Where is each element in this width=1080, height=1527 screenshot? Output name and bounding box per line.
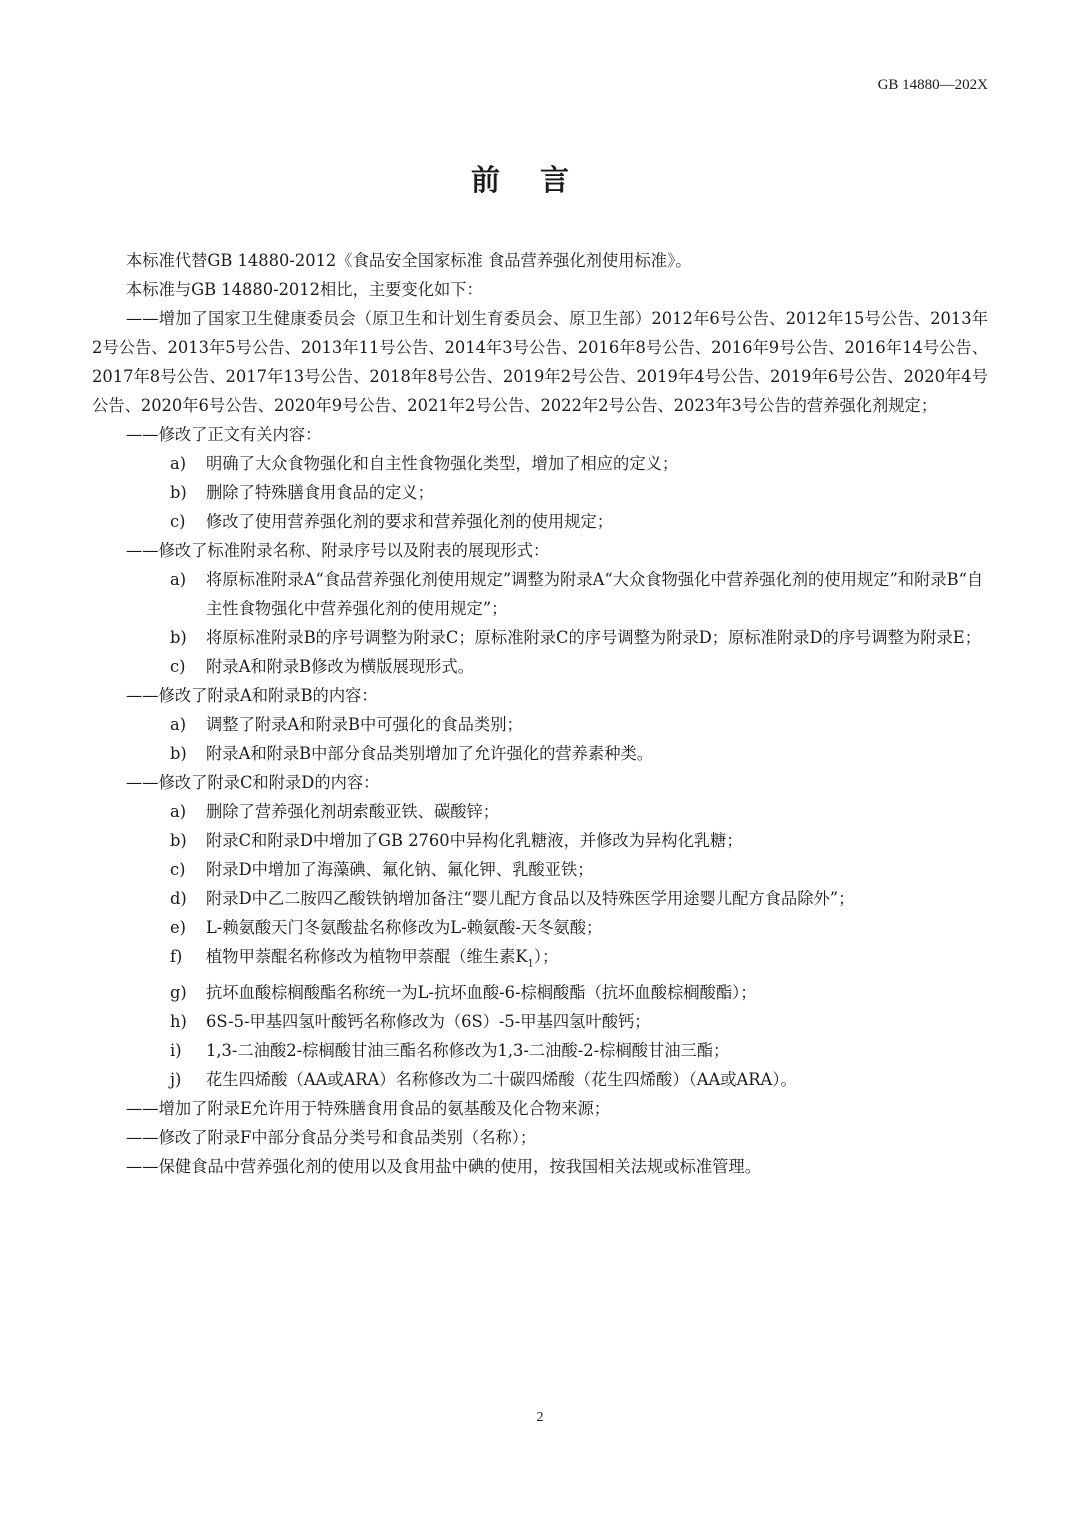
list-item-text: 修改了使用营养强化剂的要求和营养强化剂的使用规定；: [206, 512, 614, 531]
foreword-body: [92, 246, 988, 1181]
list-item: [92, 855, 988, 884]
change-entry: ——修改了附录F中部分食品分类号和食品类别（名称）；: [126, 1128, 537, 1148]
list-item-text: 1,3-二油酸2-棕榈酸甘油三酯名称修改为1,3-二油酸-2-棕榈酸甘油三酯；: [206, 1041, 730, 1061]
list-item: [92, 1007, 988, 1036]
list-item-label: h): [170, 1012, 187, 1032]
change-entry: ——增加了国家卫生健康委员会（原卫生和计划生育委员会、原卫生部）2012年6号公告、2012年15号公告、2013年2号公告、2013年5号公告、2013年11号公告、2014年3号公告、2016年8号公告、2016年9号公告、2016年14号公告、2017年8号公告、2017年13号公告、2018年8号公告、2019年2号公告、2019年4号公告、2019年6号公告、2020年4号公告、2020年6号公告、2020年9号公告、2021年2号公告、2022年2号公告、2023年3号公告的营养强化剂规定；: [92, 309, 988, 415]
list-item: [92, 1065, 988, 1094]
list-item-text: 附录D中乙二胺四乙酸铁钠增加备注“婴儿配方食品以及特殊医学用途婴儿配方食品除外”；: [206, 889, 855, 908]
list-item-text: 删除了特殊膳食用食品的定义；: [206, 483, 434, 502]
list-item-text: 附录A和附录B中部分食品类别增加了允许强化的营养素种类。: [206, 744, 654, 763]
list-item-label: f): [170, 947, 183, 966]
list-item-label: b): [170, 831, 187, 850]
list-item-label: b): [170, 628, 187, 647]
list-item: [92, 1036, 988, 1065]
page-number: 2: [536, 1410, 544, 1425]
list-item-text-part: ）；: [533, 947, 559, 966]
list-item: [92, 565, 988, 623]
list-item-label: d): [170, 889, 187, 908]
list-item-text: 附录A和附录B修改为横版展现形式。: [206, 657, 474, 676]
list-item: [92, 739, 988, 768]
list-item: [92, 942, 988, 978]
list-item-label: a): [170, 570, 187, 589]
list-item-label: e): [170, 918, 186, 937]
change-heading: ——修改了附录C和附录D的内容：: [126, 773, 380, 792]
list-item: [92, 449, 988, 478]
list-item-label: a): [170, 454, 187, 473]
list-item: [92, 710, 988, 739]
change-entry: ——保健食品中营养强化剂的使用以及食用盐中碘的使用，按我国相关法规或标准管理。: [126, 1157, 761, 1177]
list-item-text: 花生四烯酸（AA或ARA）名称修改为二十碳四烯酸（花生四烯酸）（AA或ARA）。: [206, 1070, 797, 1090]
list-item-text: [206, 947, 559, 970]
list-item-text: 明确了大众食物强化和自主性食物强化类型，增加了相应的定义；: [206, 454, 679, 473]
list-item-label: j): [170, 1070, 182, 1090]
list-item-text-part: 植物甲萘醌名称修改为植物甲萘醌（维生素K: [206, 947, 528, 966]
list-item: [92, 652, 988, 681]
subscript: 1: [527, 958, 534, 970]
list-item-label: a): [170, 802, 187, 821]
list-item-text: 附录C和附录D中增加了GB 2760中异构化乳糖液，并修改为异构化乳糖；: [206, 831, 743, 850]
change-heading: ——修改了标准附录名称、附录序号以及附表的展现形式：: [126, 541, 550, 560]
list-item-text: 附录D中增加了海藻碘、氟化钠、氟化钾、乳酸亚铁；: [206, 860, 594, 879]
page-title: 前言: [470, 163, 609, 197]
list-item-label: i): [170, 1041, 182, 1061]
list-item-label: c): [170, 657, 186, 676]
list-item-text: 将原标准附录A“食品营养强化剂使用规定”调整为附录A“大众食物强化中营养强化剂的使用规定”和附录B“自主性食物强化中营养强化剂的使用规定”；: [206, 570, 984, 618]
change-entry: ——增加了附录E允许用于特殊膳食用食品的氨基酸及化合物来源；: [126, 1099, 611, 1119]
list-item-text: 抗坏血酸棕榈酸酯名称统一为L-抗坏血酸-6-棕榈酸酯（抗坏血酸棕榈酸酯）；: [206, 983, 757, 1003]
list-item-label: b): [170, 744, 187, 763]
list-item-text: 调整了附录A和附录B中可强化的食品类别；: [206, 715, 523, 734]
list-item: [92, 978, 988, 1007]
list-item-text: 删除了营养强化剂胡索酸亚铁、碳酸锌；: [206, 802, 500, 821]
list-item-label: c): [170, 512, 186, 531]
intro-paragraph: 本标准代替GB 14880-2012《食品安全国家标准 食品营养强化剂使用标准》。: [126, 251, 692, 270]
list-item: [92, 797, 988, 826]
list-item: [92, 826, 988, 855]
list-item: [92, 507, 988, 536]
list-item: [92, 623, 988, 652]
list-item-text: 将原标准附录B的序号调整为附录C；原标准附录C的序号调整为附录D；原标准附录D的序号调整为附录E；: [206, 628, 981, 647]
list-item-text: L-赖氨酸天门冬氨酸盐名称修改为L-赖氨酸-天冬氨酸；: [206, 918, 603, 937]
list-item-text: 6S-5-甲基四氢叶酸钙名称修改为（6S）-5-甲基四氢叶酸钙；: [206, 1012, 651, 1032]
list-item: [92, 478, 988, 507]
list-item: [92, 884, 988, 913]
list-item-label: c): [170, 860, 186, 879]
change-heading: ——修改了正文有关内容：: [126, 425, 322, 444]
document-number: GB 14880—202X: [877, 77, 988, 93]
intro-paragraph: 本标准与GB 14880-2012相比，主要变化如下：: [126, 280, 483, 299]
list-item-label: g): [170, 983, 187, 1003]
list-item-label: b): [170, 483, 187, 502]
list-item-label: a): [170, 715, 187, 734]
change-heading: ——修改了附录A和附录B的内容：: [126, 686, 378, 705]
list-item: [92, 913, 988, 942]
